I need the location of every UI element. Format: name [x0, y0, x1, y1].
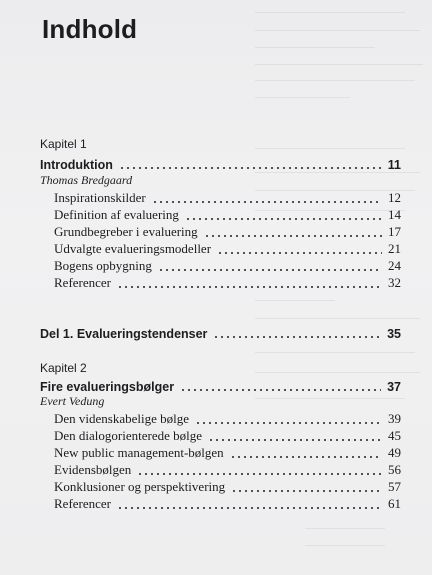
toc-entry — [54, 427, 401, 444]
part-1-page: 35 — [387, 327, 401, 341]
dot-leader — [208, 439, 382, 441]
toc-entry-title: Konklusioner og perspektivering — [54, 479, 226, 494]
chapter-1-author: Thomas Bredgaard — [40, 173, 133, 187]
dot-leader — [152, 201, 382, 203]
toc-entry — [54, 274, 401, 291]
dot-leader — [137, 473, 382, 475]
toc-entry-title: Den videnskabelige bølge — [54, 411, 190, 426]
toc-entry — [54, 461, 401, 478]
toc-entry — [54, 444, 401, 461]
toc-entry-title: Den dialogorienterede bølge — [54, 428, 202, 443]
toc-entry-title: Referencer — [54, 275, 112, 290]
dot-leader — [217, 252, 382, 254]
chapter-2-label: Kapitel 2 — [40, 361, 87, 375]
toc-entry-title: Udvalgte evalueringsmodeller — [54, 241, 212, 256]
chapter-1-label: Kapitel 1 — [40, 137, 87, 151]
toc-entry-page: 45 — [388, 428, 401, 443]
toc-entry — [54, 257, 401, 274]
dot-leader — [204, 235, 382, 237]
page-title: Indhold — [42, 14, 138, 44]
chapter-1-page: 11 — [387, 158, 401, 172]
dot-leader — [195, 422, 382, 424]
part-1-title: Del 1. Evalueringstendenser — [40, 327, 208, 341]
toc-entry-title: Evidensbølgen — [54, 462, 132, 477]
toc-entry-page: 21 — [388, 241, 401, 256]
chapter-2-heading — [40, 377, 401, 394]
dot-leader — [180, 389, 381, 391]
chapter-2-title: Fire evalueringsbølger — [40, 380, 175, 394]
toc-entry-page: 14 — [388, 207, 401, 222]
toc-entry-title: Definition af evaluering — [54, 207, 179, 222]
toc-entry — [54, 206, 401, 223]
dot-leader — [185, 218, 382, 220]
chapter-2-page: 37 — [387, 380, 401, 394]
toc-entry-page: 12 — [388, 190, 401, 205]
chapter-1-heading — [40, 155, 401, 172]
toc-entry-page: 24 — [388, 258, 401, 273]
toc-entry-page: 57 — [388, 479, 401, 494]
toc-entry-title: Bogens opbygning — [54, 258, 152, 273]
toc-entry-title: Grundbegreber i evaluering — [54, 224, 198, 239]
chapter-1-title: Introduktion — [40, 158, 113, 172]
toc-entry — [54, 478, 401, 495]
toc-entry — [54, 223, 401, 240]
toc-entry — [54, 495, 401, 512]
dot-leader — [230, 456, 382, 458]
toc-entry-page: 32 — [388, 275, 401, 290]
toc-entry-title: Inspirationskilder — [54, 190, 146, 205]
toc-entry-page: 56 — [388, 462, 401, 477]
toc-entry — [54, 410, 401, 427]
toc-entry — [54, 189, 401, 206]
dot-leader — [158, 269, 382, 271]
toc-entry-page: 61 — [388, 496, 401, 511]
dot-leader — [117, 286, 382, 288]
dot-leader — [231, 490, 382, 492]
chapter-2-author: Evert Vedung — [40, 394, 105, 408]
toc-entry-title: New public management-bølgen — [54, 445, 224, 460]
toc-entry-page: 17 — [388, 224, 401, 239]
dot-leader — [117, 507, 382, 509]
toc-entry-title: Referencer — [54, 496, 112, 511]
toc-entry-page: 39 — [388, 411, 401, 426]
dot-leader — [119, 167, 382, 169]
toc-entry — [54, 240, 401, 257]
part-1-heading — [40, 324, 401, 341]
toc-entry-page: 49 — [388, 445, 401, 460]
dot-leader — [213, 336, 381, 338]
